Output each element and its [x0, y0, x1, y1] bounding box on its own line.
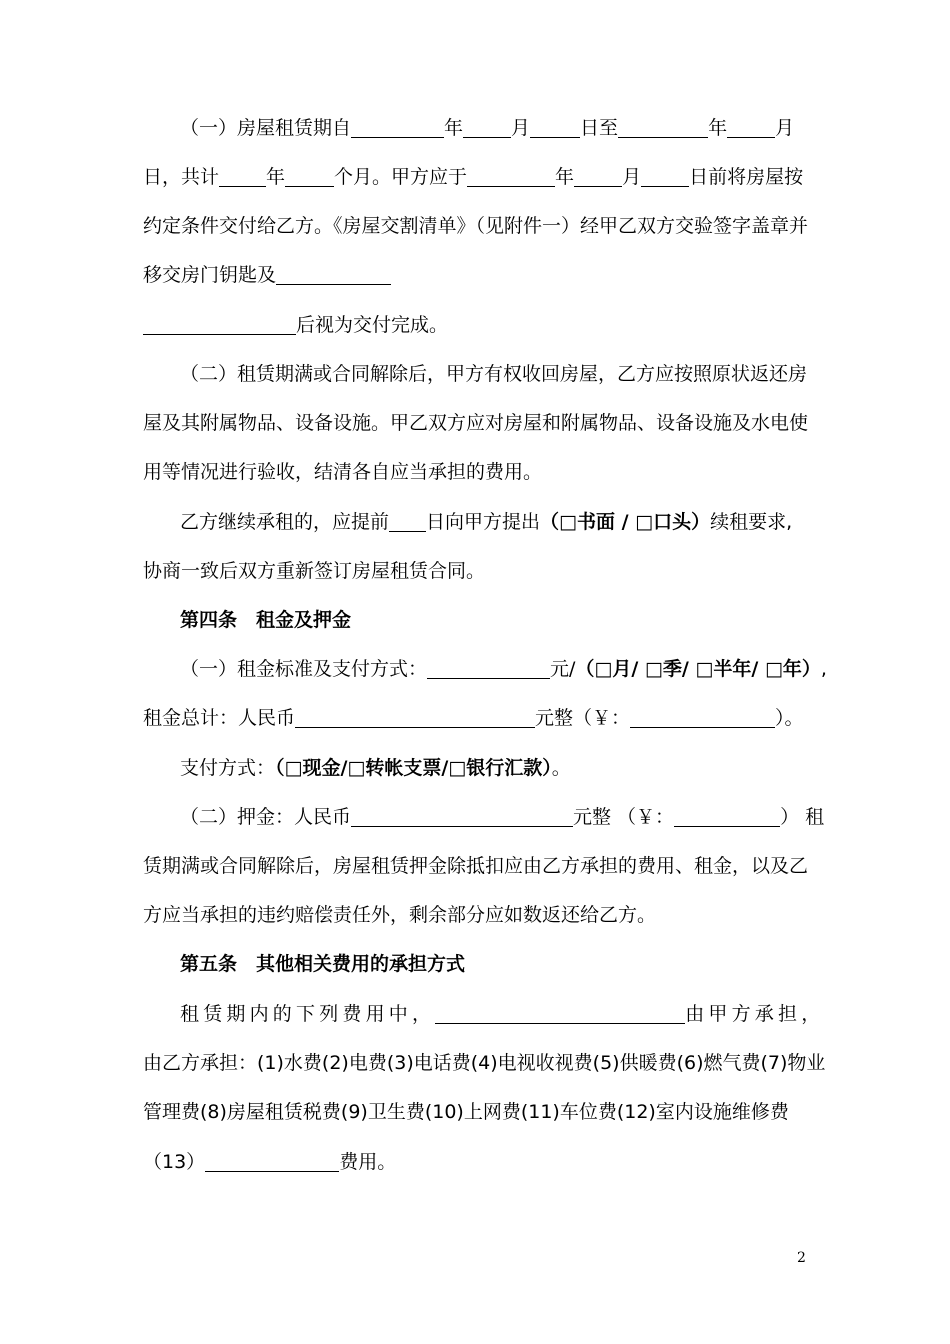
text-run: 赁期满或合同解除后，房屋租赁押金除抵扣应由乙方承担的费用、租金，以及乙 — [143, 855, 809, 877]
text-line — [143, 458, 542, 486]
text-run: 元整（￥： — [535, 707, 631, 729]
fill-blank-items[interactable] — [143, 314, 296, 335]
text-run: 约定条件交付给乙方。《房屋交割清单》（见附件一）经甲乙双方交验签字盖章并 — [143, 215, 809, 237]
text-run: 元/ — [550, 658, 576, 680]
text-run: （一）租金标准及支付方式： — [180, 658, 428, 680]
fill-blank-deposit-figures[interactable] — [674, 806, 780, 827]
fill-blank-day[interactable] — [641, 166, 689, 187]
text-run: 年 — [266, 166, 286, 188]
fill-blank-years-count[interactable] — [219, 166, 266, 187]
text-run: 月 — [511, 117, 531, 139]
text-run: 日向甲方提出 — [426, 511, 541, 533]
fill-blank-days[interactable] — [389, 511, 426, 532]
text-line — [143, 901, 656, 929]
fill-blank-month[interactable] — [727, 117, 775, 138]
text-line — [143, 1049, 825, 1077]
heading-text: 第五条 其他相关费用的承担方式 — [180, 953, 466, 975]
text-run: 屋及其附属物品、设备设施。甲乙双方应对房屋和附属物品、设备设施及水电使 — [143, 412, 809, 434]
text-line — [180, 1000, 824, 1028]
text-run: （二）租赁期满或合同解除后，甲方有权收回房屋，乙方应按照原状返还房 — [180, 363, 808, 385]
text-line — [180, 508, 792, 536]
text-run: 。 — [551, 757, 571, 779]
text-run: 支付方式： — [180, 757, 276, 779]
option-checkboxes[interactable]: （□月/ □季/ □半年/ □年） — [575, 658, 821, 680]
fill-blank-deposit-words[interactable] — [351, 806, 573, 827]
option-checkboxes[interactable]: （□书面 / □口头） — [540, 511, 711, 533]
text-run: 协商一致后双方重新签订房屋租赁合同。 — [143, 560, 486, 582]
text-run: 个月。甲方应于 — [334, 166, 468, 188]
fill-blank-total-figures[interactable] — [630, 707, 775, 728]
text-run: 月 — [622, 166, 642, 188]
fill-blank-landlord-fees[interactable] — [435, 1003, 685, 1024]
text-run: （13） — [143, 1151, 206, 1173]
text-line — [143, 163, 803, 191]
text-run: ）。 — [775, 707, 804, 729]
text-line — [143, 1148, 396, 1176]
fill-blank-month[interactable] — [574, 166, 622, 187]
text-run: 费用。 — [339, 1151, 397, 1173]
fill-blank-day[interactable] — [530, 117, 580, 138]
page-number: 2 — [797, 1250, 806, 1266]
fill-blank-total-words[interactable] — [295, 707, 535, 728]
text-run: 月 — [775, 117, 795, 139]
fill-blank-year[interactable] — [351, 117, 444, 138]
text-run: 年 — [555, 166, 575, 188]
text-line — [143, 311, 448, 339]
text-run: 日至 — [580, 117, 619, 139]
fill-blank-items[interactable] — [276, 264, 391, 285]
text-line — [180, 360, 807, 388]
fill-blank-rent-amount[interactable] — [427, 658, 550, 679]
section-heading — [180, 606, 351, 634]
text-run: （一）房屋租赁期自 — [180, 117, 352, 139]
text-line — [143, 1098, 789, 1126]
text-run: 由甲方承担， — [685, 1003, 825, 1025]
text-run: 租赁期内的下列费用中， — [180, 1003, 436, 1025]
text-line — [143, 409, 808, 437]
text-run: 续租要求, — [710, 511, 793, 533]
text-line — [143, 852, 808, 880]
text-run: 管理费(8)房屋租赁税费(9)卫生费(10)上网费(11)车位费(12)室内设施维修费 — [143, 1101, 789, 1123]
fill-blank-year[interactable] — [618, 117, 708, 138]
text-run: 乙方继续承租的，应提前 — [180, 511, 390, 533]
text-line — [180, 114, 794, 142]
text-run: 租金总计：人民币 — [143, 707, 296, 729]
text-line — [180, 754, 571, 782]
fill-blank-months-count[interactable] — [285, 166, 334, 187]
text-line — [143, 261, 391, 289]
text-run: ） 租 — [780, 806, 825, 828]
text-run: 年 — [444, 117, 464, 139]
heading-text: 第四条 租金及押金 — [180, 609, 352, 631]
fill-blank-month[interactable] — [463, 117, 511, 138]
text-run: , — [820, 658, 827, 680]
text-run: 用等情况进行验收，结清各自应当承担的费用。 — [143, 461, 543, 483]
fill-blank-year[interactable] — [467, 166, 555, 187]
text-run: 后视为交付完成。 — [296, 314, 449, 336]
text-line — [143, 212, 808, 240]
text-line — [180, 803, 824, 831]
text-line — [143, 557, 485, 585]
text-line — [143, 704, 804, 732]
text-line — [180, 655, 827, 683]
option-checkboxes[interactable]: （□现金/□转帐支票/□银行汇款） — [275, 757, 552, 779]
text-run: 移交房门钥匙及 — [143, 264, 277, 286]
section-heading — [180, 950, 465, 978]
text-run: 日前将房屋按 — [689, 166, 804, 188]
text-run: 日，共计 — [143, 166, 220, 188]
fill-blank-other-fee[interactable] — [205, 1151, 339, 1172]
text-run: 由乙方承担：(1)水费(2)电费(3)电话费(4)电视收视费(5)供暖费(6)燃气费(7)物业 — [143, 1052, 826, 1074]
text-run: 年 — [708, 117, 728, 139]
text-run: 方应当承担的违约赔偿责任外，剩余部分应如数返还给乙方。 — [143, 904, 657, 926]
text-run: （二）押金：人民币 — [180, 806, 352, 828]
text-run: 元整 （￥： — [573, 806, 675, 828]
